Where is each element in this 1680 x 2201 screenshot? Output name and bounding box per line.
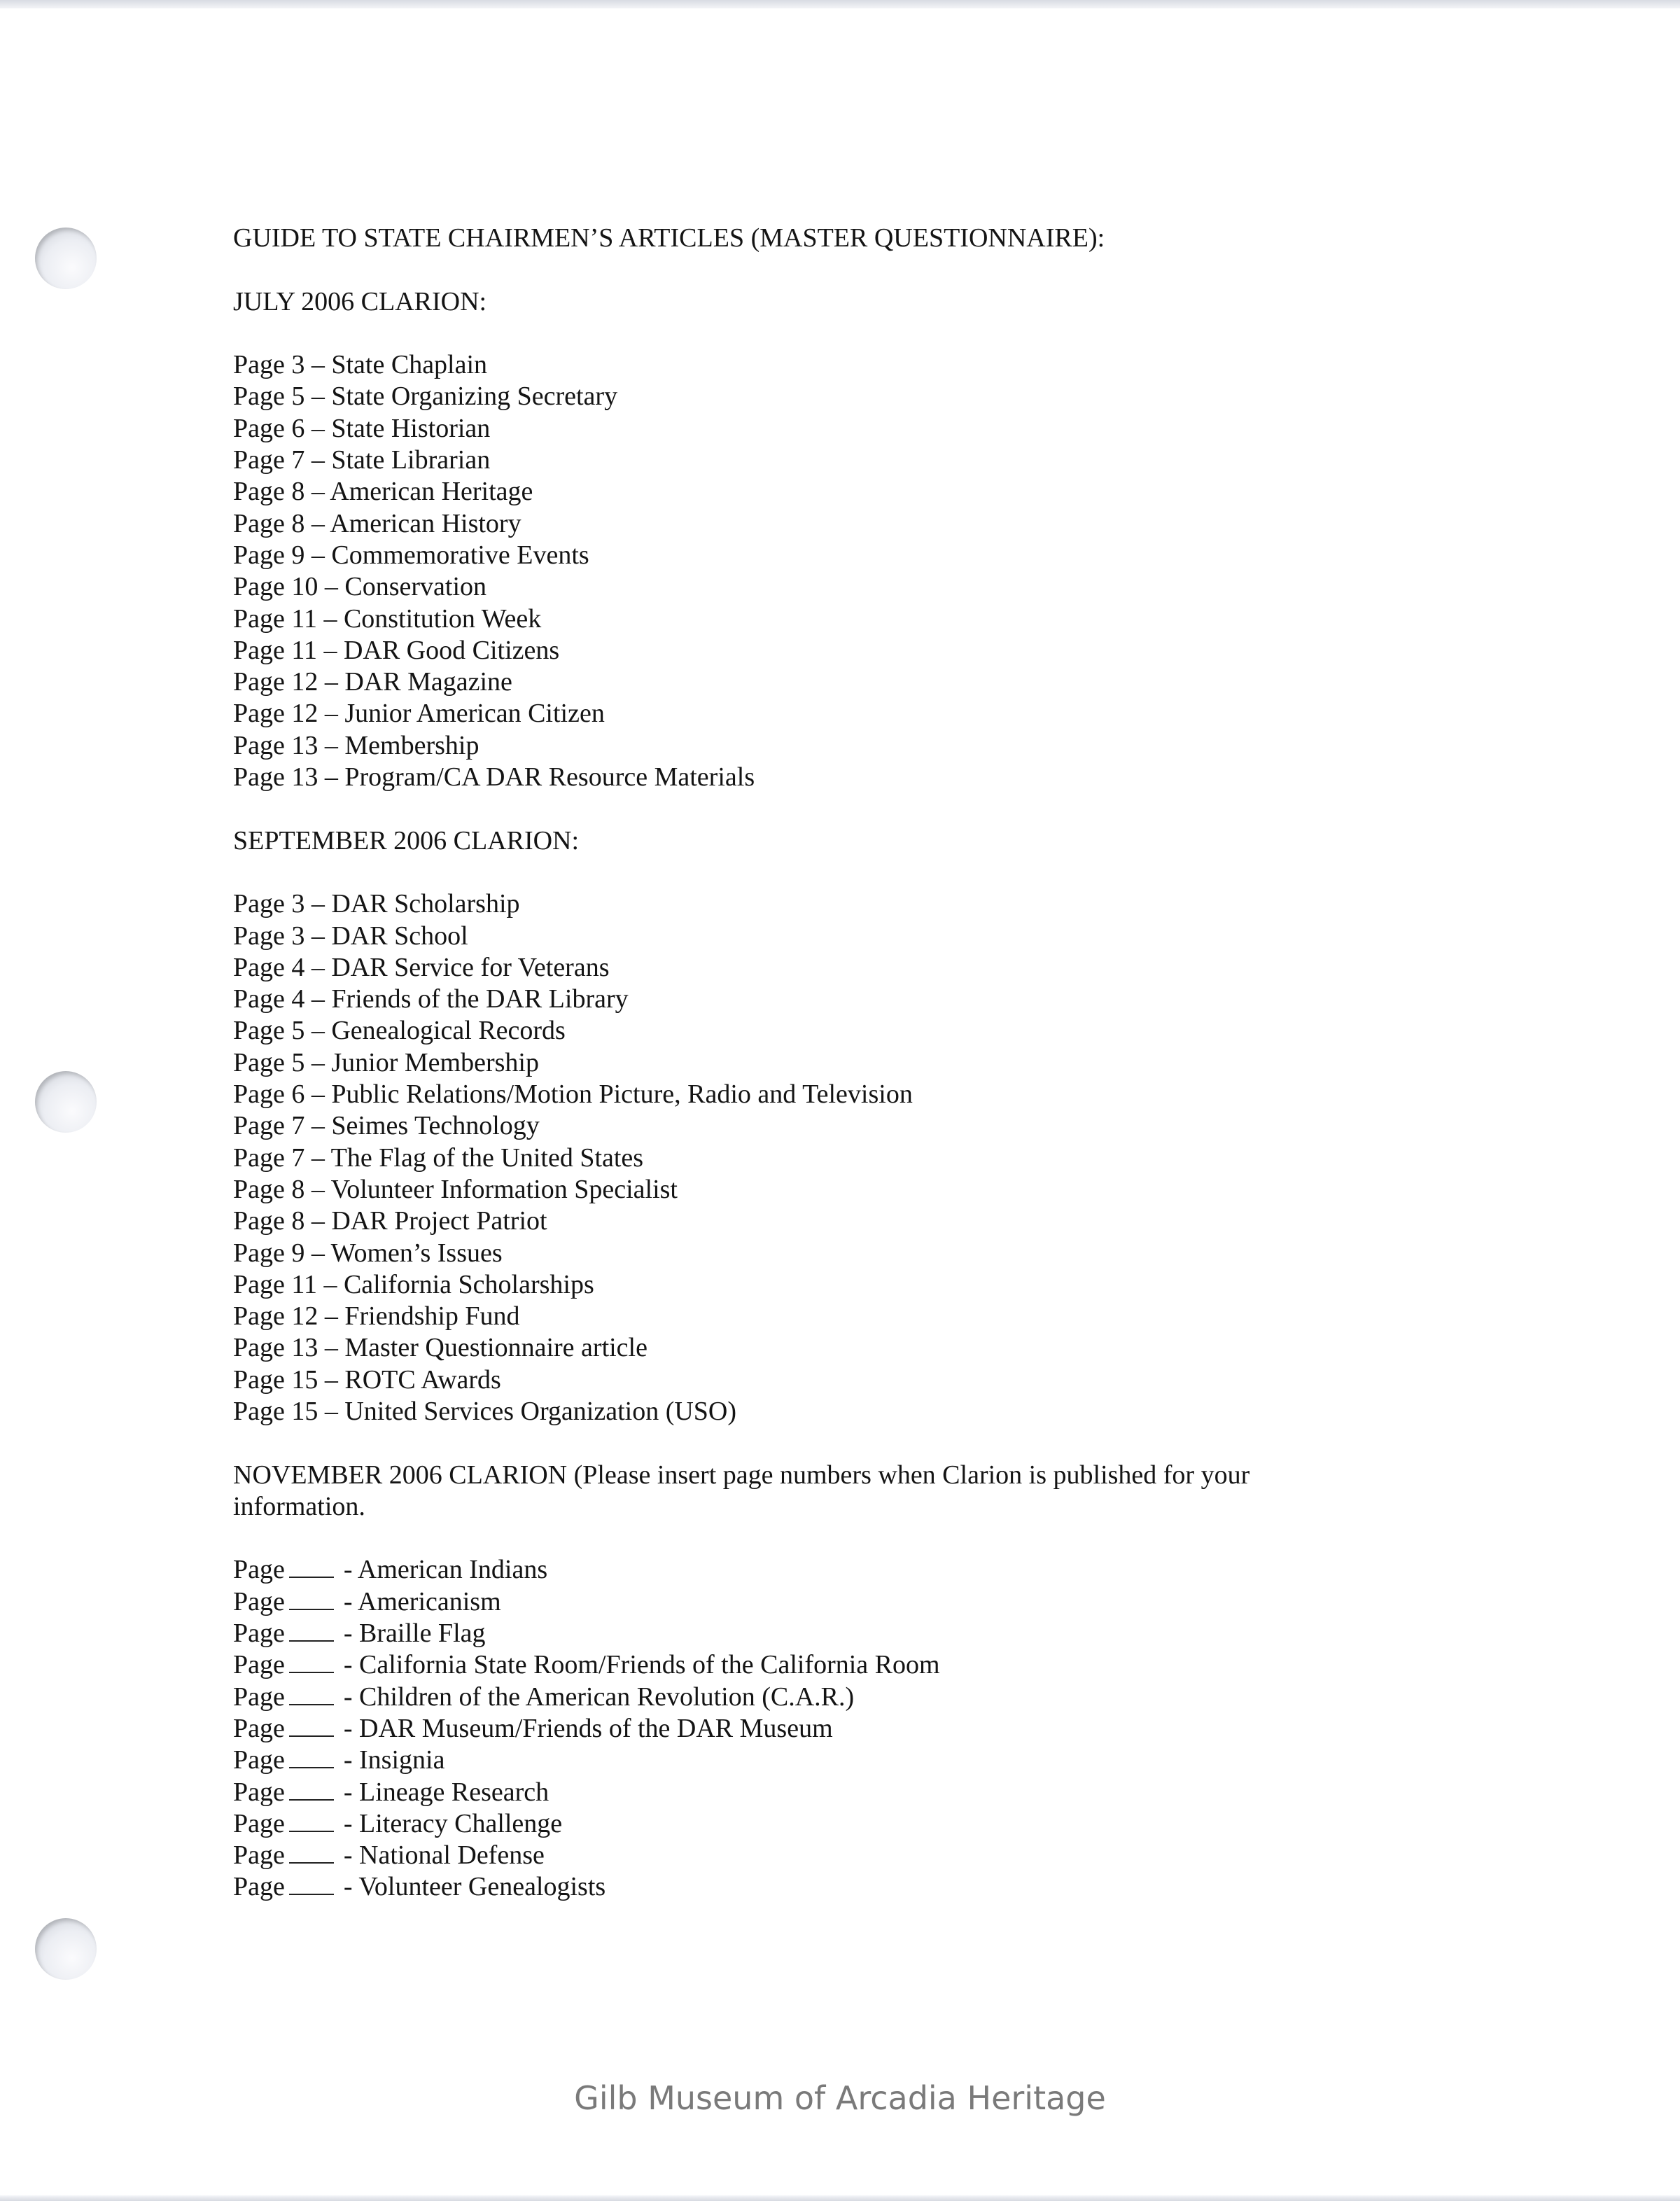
list-item: Page 9 – Women’s Issues bbox=[233, 1238, 503, 1268]
july-article-list bbox=[233, 349, 1423, 793]
item-text: - Americanism bbox=[343, 1586, 501, 1616]
list-item: Page 12 – DAR Magazine bbox=[233, 667, 512, 697]
list-item: Page 8 – Volunteer Information Specialist bbox=[233, 1174, 678, 1204]
item-text: - Insignia bbox=[343, 1745, 445, 1775]
item-text: - National Defense bbox=[343, 1840, 545, 1871]
page-number-blank bbox=[289, 1841, 334, 1864]
punch-hole-middle bbox=[35, 1071, 97, 1133]
page-number-blank bbox=[289, 1810, 334, 1832]
page-number-blank bbox=[289, 1778, 334, 1801]
list-item: Page 10 – Conservation bbox=[233, 572, 487, 602]
list-item: Page 8 – American History bbox=[233, 508, 522, 538]
list-item bbox=[233, 1745, 1423, 1776]
list-item: Page 9 – Commemorative Events bbox=[233, 540, 589, 570]
list-item: Page 6 – State Historian bbox=[233, 413, 491, 443]
scan-bottom-edge bbox=[0, 2195, 1680, 2201]
list-item: Page 11 – California Scholarships bbox=[233, 1269, 594, 1299]
list-item: Page 3 – State Chaplain bbox=[233, 350, 488, 380]
scan-top-edge bbox=[0, 0, 1680, 8]
page-number-blank bbox=[289, 1746, 334, 1768]
list-item bbox=[233, 1713, 1423, 1745]
list-item: Page 3 – DAR School bbox=[233, 921, 468, 951]
item-text: - Children of the American Revolution (C.A.R.) bbox=[343, 1682, 855, 1712]
punch-hole-top bbox=[35, 228, 97, 289]
footer-watermark: Gilb Museum of Arcadia Heritage bbox=[574, 2079, 1106, 2117]
list-item: Page 7 – Seimes Technology bbox=[233, 1111, 540, 1141]
list-item bbox=[233, 1618, 1423, 1649]
item-text: - American Indians bbox=[343, 1555, 548, 1585]
list-item bbox=[233, 1777, 1423, 1808]
section-heading-july: JULY 2006 CLARION: bbox=[233, 286, 487, 316]
list-item: Page 5 – Junior Membership bbox=[233, 1047, 539, 1077]
list-item: Page 15 – United Services Organization (USO) bbox=[233, 1396, 737, 1426]
list-item: Page 8 – DAR Project Patriot bbox=[233, 1206, 547, 1236]
page-label: Page bbox=[233, 1840, 285, 1871]
document-title: GUIDE TO STATE CHAIRMEN’S ARTICLES (MASTER QUESTIONNAIRE): bbox=[233, 223, 1105, 253]
page-number-blank bbox=[289, 1683, 334, 1705]
page-number-blank bbox=[289, 1588, 334, 1610]
list-item: Page 4 – Friends of the DAR Library bbox=[233, 984, 629, 1014]
page-label: Page bbox=[233, 1650, 285, 1680]
page-label: Page bbox=[233, 1586, 285, 1616]
page-label: Page bbox=[233, 1682, 285, 1712]
item-text: - Lineage Research bbox=[343, 1777, 550, 1807]
list-item bbox=[233, 1554, 1423, 1586]
list-item bbox=[233, 1649, 1423, 1681]
section-heading-november: NOVEMBER 2006 CLARION (Please insert page numbers when Clarion is published for your information. bbox=[233, 1460, 1250, 1521]
list-item: Page 7 – State Librarian bbox=[233, 445, 491, 475]
page-label: Page bbox=[233, 1777, 285, 1807]
list-item: Page 5 – State Organizing Secretary bbox=[233, 382, 618, 412]
document-body bbox=[233, 223, 1423, 1903]
november-article-list bbox=[233, 1554, 1423, 1903]
september-article-list bbox=[233, 888, 1423, 1427]
list-item bbox=[233, 1586, 1423, 1618]
list-item bbox=[233, 1808, 1423, 1840]
list-item bbox=[233, 1682, 1423, 1713]
list-item: Page 15 – ROTC Awards bbox=[233, 1364, 501, 1395]
item-text: - California State Room/Friends of the California Room bbox=[343, 1650, 940, 1680]
list-item bbox=[233, 1840, 1423, 1871]
list-item: Page 12 – Friendship Fund bbox=[233, 1301, 520, 1332]
list-item bbox=[233, 1871, 1423, 1903]
list-item: Page 7 – The Flag of the United States bbox=[233, 1143, 644, 1173]
list-item: Page 13 – Program/CA DAR Resource Materials bbox=[233, 762, 755, 792]
page-label: Page bbox=[233, 1808, 285, 1838]
list-item: Page 12 – Junior American Citizen bbox=[233, 699, 605, 729]
page-label: Page bbox=[233, 1713, 285, 1743]
item-text: - Volunteer Genealogists bbox=[343, 1872, 606, 1902]
page-number-blank bbox=[289, 1619, 334, 1642]
list-item: Page 8 – American Heritage bbox=[233, 477, 533, 507]
list-item: Page 11 – Constitution Week bbox=[233, 603, 542, 634]
punch-hole-bottom bbox=[35, 1918, 97, 1980]
item-text: - Literacy Challenge bbox=[343, 1808, 563, 1838]
page-label: Page bbox=[233, 1555, 285, 1585]
list-item: Page 5 – Genealogical Records bbox=[233, 1016, 566, 1046]
page-label: Page bbox=[233, 1619, 285, 1649]
page-number-blank bbox=[289, 1873, 334, 1895]
page-number-blank bbox=[289, 1651, 334, 1673]
page-number-blank bbox=[289, 1556, 334, 1578]
list-item: Page 11 – DAR Good Citizens bbox=[233, 635, 560, 665]
list-item: Page 6 – Public Relations/Motion Picture, Radio and Television bbox=[233, 1079, 913, 1110]
page-label: Page bbox=[233, 1745, 285, 1775]
item-text: - Braille Flag bbox=[343, 1619, 486, 1649]
list-item: Page 3 – DAR Scholarship bbox=[233, 889, 520, 919]
list-item: Page 13 – Membership bbox=[233, 730, 479, 760]
list-item: Page 4 – DAR Service for Veterans bbox=[233, 952, 610, 982]
page-label: Page bbox=[233, 1872, 285, 1902]
page-number-blank bbox=[289, 1714, 334, 1737]
list-item: Page 13 – Master Questionnaire article bbox=[233, 1333, 648, 1363]
section-heading-september: SEPTEMBER 2006 CLARION: bbox=[233, 825, 580, 855]
item-text: - DAR Museum/Friends of the DAR Museum bbox=[343, 1713, 833, 1743]
